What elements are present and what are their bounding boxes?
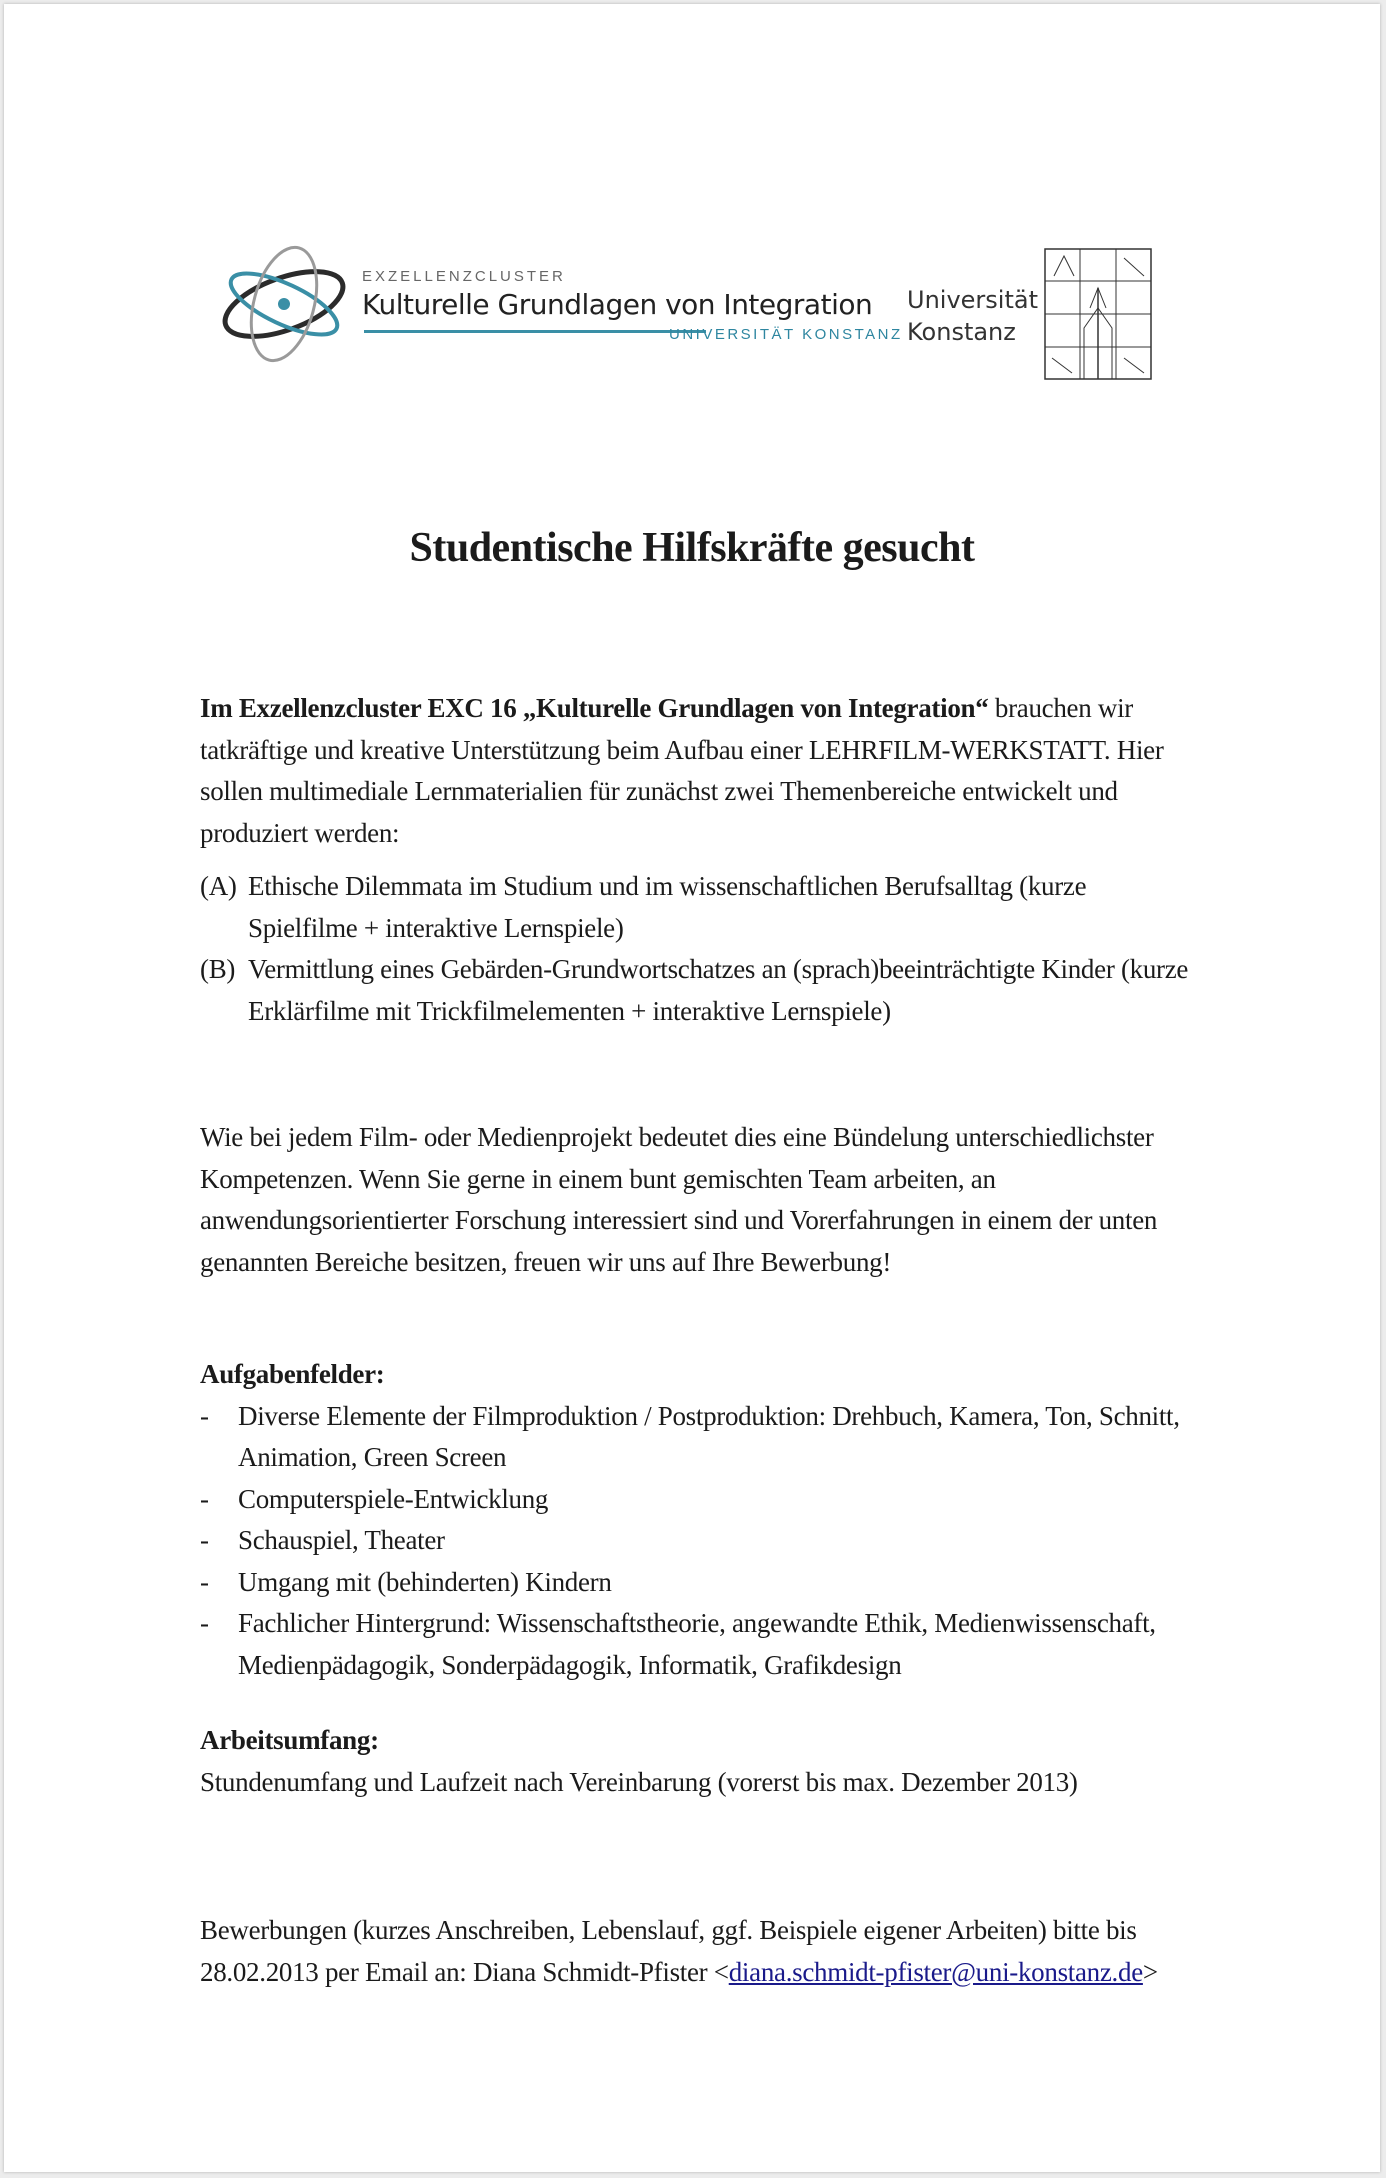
paragraph-2-text: Wie bei jedem Film- oder Medienprojekt bedeutet dies eine Bündelung unterschiedlichster Kompetenzen. Wenn Sie gerne in einem bunt gemischten Team arbeiten, an anwendungsorientierter Forschung interessiert sind und Vorerfahrungen in einem der unten genannten Bereiche besitzen, freuen wir uns auf Ihre Bewerbung! bbox=[200, 1122, 1158, 1277]
task-item bbox=[200, 1520, 1200, 1562]
tasks-section bbox=[200, 1354, 1200, 1686]
intro-bold: Im Exzellenzcluster EXC 16 „Kulturelle Grundlagen von Integration“ bbox=[200, 693, 989, 723]
university-line2: Konstanz bbox=[907, 318, 1016, 346]
cluster-logo bbox=[214, 234, 903, 374]
task-marker: - bbox=[200, 1483, 209, 1514]
cluster-underline bbox=[364, 330, 706, 333]
task-marker: - bbox=[200, 1525, 209, 1555]
theme-item bbox=[200, 949, 1200, 1032]
orbit-logo-icon bbox=[214, 234, 364, 374]
document-page bbox=[4, 4, 1380, 2172]
application-section bbox=[200, 1910, 1200, 1993]
scope-heading: Arbeitsumfang: bbox=[200, 1725, 379, 1755]
intro-rest: brauchen wir tatkräftige und kreative Unterstützung beim Aufbau einer LEHRFILM-WERKSTATT. Hier sollen multimediale Lernmaterialien für zunächst zwei Themenbereiche entwickelt und produziert werden: bbox=[200, 693, 1164, 848]
theme-label: (A) bbox=[200, 871, 237, 901]
tasks-heading: Aufgabenfelder: bbox=[200, 1359, 385, 1389]
scope-section bbox=[200, 1720, 1200, 1803]
theme-text: Ethische Dilemmata im Studium und im wissenschaftlichen Berufsalltag (kurze Spielfilme + interaktive Lernspiele) bbox=[248, 871, 1087, 943]
intro-paragraph bbox=[200, 688, 1200, 854]
task-marker: - bbox=[200, 1566, 209, 1597]
task-item bbox=[200, 1562, 1200, 1604]
task-marker: - bbox=[200, 1400, 209, 1431]
task-item bbox=[200, 1396, 1200, 1479]
paragraph-2 bbox=[200, 1117, 1200, 1283]
cluster-university: UNIVERSITÄT KONSTANZ bbox=[669, 326, 903, 343]
application-prefix: 28.02.2013 per Email an: Diana Schmidt-Pfister < bbox=[200, 1956, 729, 1987]
task-item bbox=[200, 1479, 1200, 1521]
task-text: Diverse Elemente der Filmproduktion / Postproduktion: Drehbuch, Kamera, Ton, Schnitt, Animation, Green Screen bbox=[238, 1400, 1180, 1472]
cluster-label-small: EXZELLENZCLUSTER bbox=[362, 268, 566, 285]
page-title: Studentische Hilfskräfte gesucht bbox=[409, 525, 975, 571]
university-seal-icon bbox=[1044, 248, 1152, 380]
intro-section bbox=[200, 688, 1200, 1032]
scope-text: Stundenumfang und Laufzeit nach Vereinbarung (vorerst bis max. Dezember 2013) bbox=[200, 1766, 1078, 1797]
task-text: Schauspiel, Theater bbox=[238, 1525, 445, 1555]
task-text: Computerspiele-Entwicklung bbox=[238, 1483, 549, 1514]
task-marker: - bbox=[200, 1608, 209, 1638]
application-line1: Bewerbungen (kurzes Anschreiben, Lebenslauf, ggf. Beispiele eigener Arbeiten) bitte bis bbox=[200, 1915, 1137, 1945]
university-logo-text bbox=[907, 284, 1038, 348]
task-text: Umgang mit (behinderten) Kindern bbox=[238, 1566, 612, 1597]
task-text: Fachlicher Hintergrund: Wissenschaftstheorie, angewandte Ethik, Medienwissenschaft, Medienpädagogik, Sonderpädagogik, Informatik, Grafikdesign bbox=[238, 1608, 1156, 1680]
theme-text: Vermittlung eines Gebärden-Grundwortschatzes an (sprach)beeinträchtigte Kinder (kurze Erklärfilme mit Trickfilmelementen + interaktive Lernspiele) bbox=[248, 954, 1189, 1026]
cluster-name: Kulturelle Grundlagen von Integration bbox=[362, 288, 873, 321]
application-suffix: > bbox=[1142, 1956, 1158, 1987]
application-line2 bbox=[200, 1952, 1200, 1994]
task-item bbox=[200, 1603, 1200, 1686]
university-line1: Universität bbox=[907, 286, 1038, 314]
email-link[interactable]: diana.schmidt-pfister@uni-konstanz.de bbox=[728, 1956, 1143, 1987]
theme-label: (B) bbox=[200, 954, 236, 984]
theme-item bbox=[200, 866, 1200, 949]
